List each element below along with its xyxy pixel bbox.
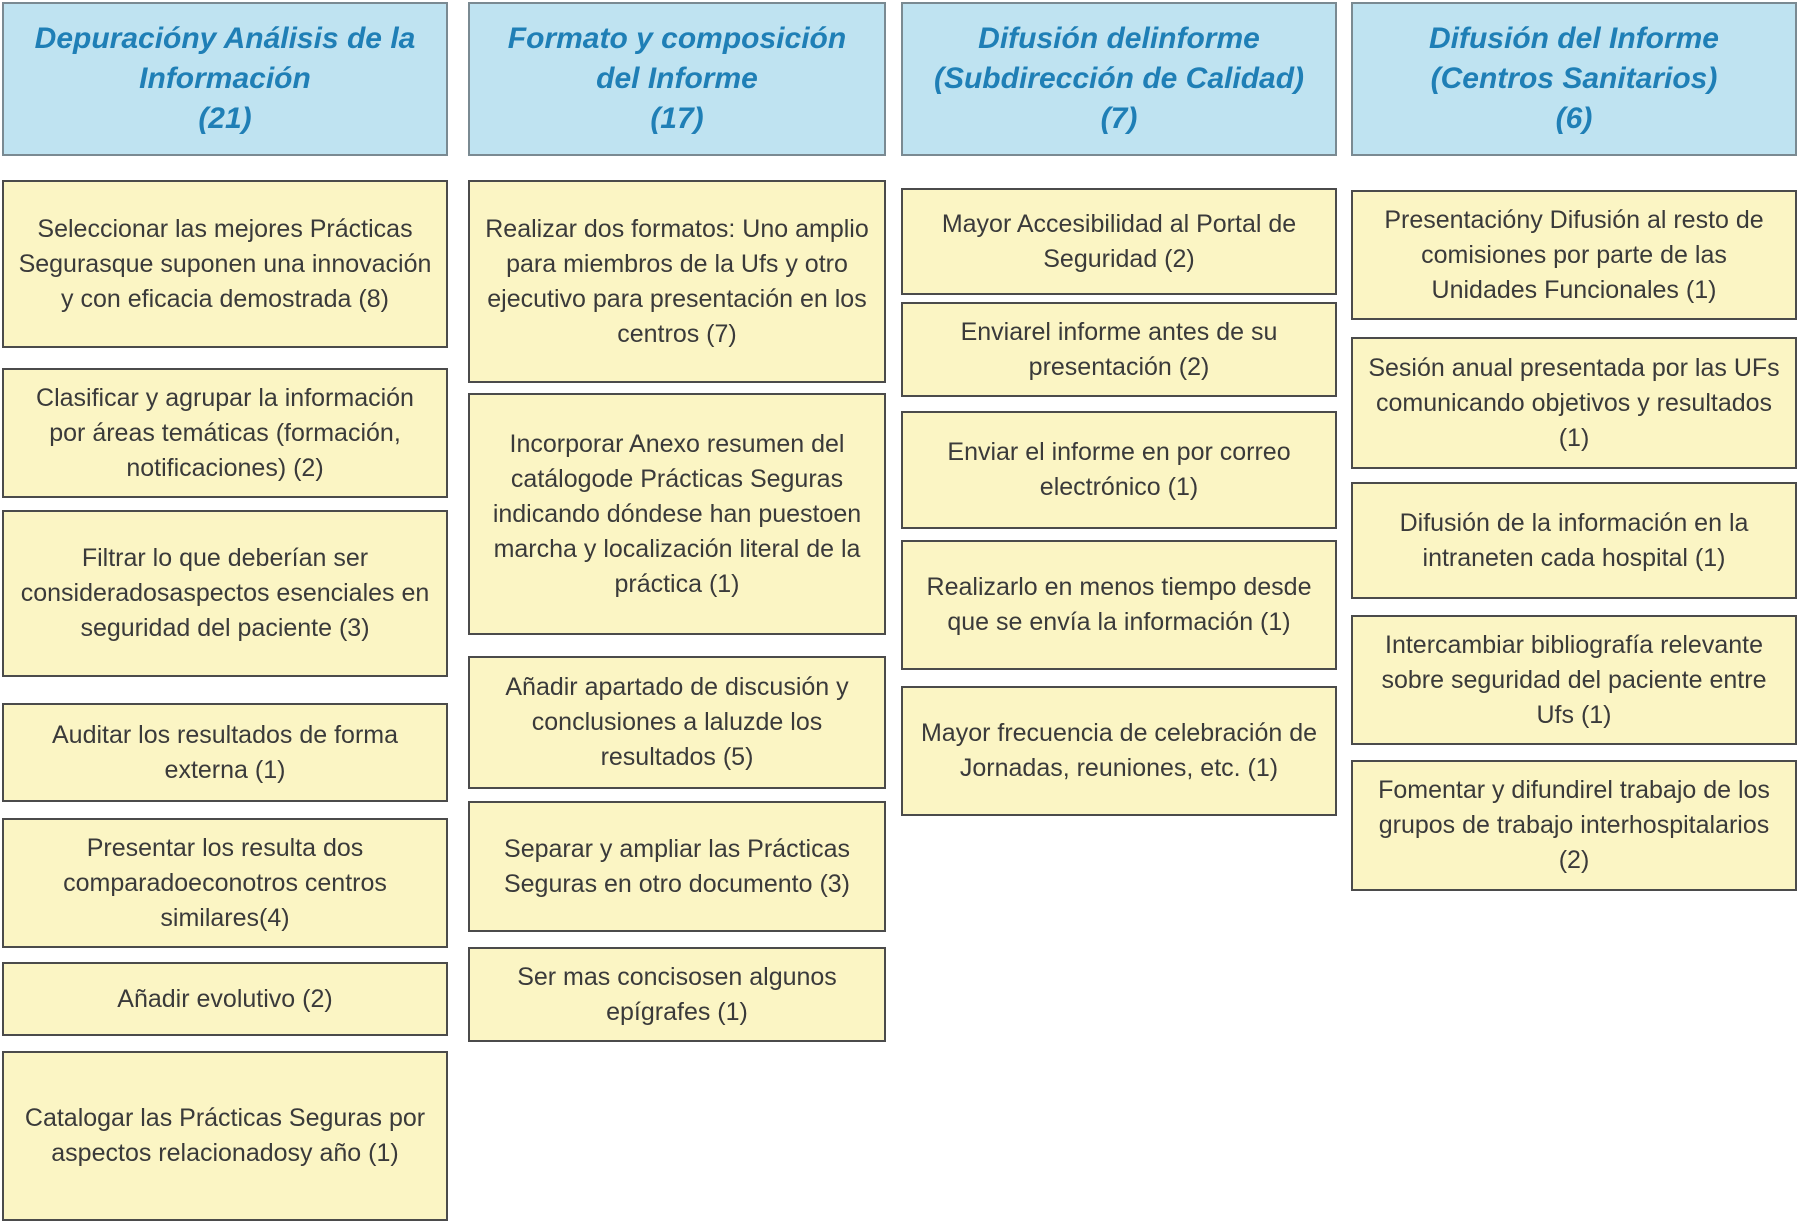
suggestion-card: Difusión de la información en la intraneten cada hospital (1) (1351, 482, 1797, 599)
column-header (468, 2, 886, 156)
suggestion-card: Presentacióny Difusión al resto de comisiones por parte de las Unidades Funcionales (1) (1351, 190, 1797, 320)
header-line: Difusión del Informe (1428, 22, 1719, 55)
header-line: Formato y composición (507, 22, 847, 55)
header-count: (17) (650, 102, 704, 135)
suggestion-card: Clasificar y agrupar la información por áreas temáticas (formación, notificaciones) (2) (2, 368, 448, 498)
suggestion-card: Filtrar lo que deberían ser consideradosaspectos esenciales en seguridad del paciente (3) (2, 510, 448, 677)
suggestion-card: Incorporar Anexo resumen del catálogode Prácticas Seguras indicando dóndese han puestoen marcha y localización literal de la práctica (1) (468, 393, 886, 635)
suggestion-card: Sesión anual presentada por las UFs comunicando objetivos y resultados (1) (1351, 337, 1797, 469)
header-line: (Centros Sanitarios) (1430, 62, 1718, 95)
header-count: (21) (198, 102, 252, 135)
suggestion-card: Fomentar y difundirel trabajo de los grupos de trabajo interhospitalarios (2) (1351, 760, 1797, 891)
suggestion-card: Realizar dos formatos: Uno amplio para miembros de la Ufs y otro ejecutivo para presentación en los centros (7) (468, 180, 886, 383)
header-count: (7) (1100, 102, 1138, 135)
suggestion-card: Separar y ampliar las Prácticas Seguras en otro documento (3) (468, 801, 886, 932)
suggestion-card: Realizarlo en menos tiempo desde que se envía la información (1) (901, 540, 1337, 670)
header-line: del Informe (596, 62, 758, 95)
suggestion-card: Añadir evolutivo (2) (2, 962, 448, 1036)
header-count: (6) (1555, 102, 1593, 135)
suggestion-card: Seleccionar las mejores Prácticas Segurasque suponen una innovación y con eficacia demostrada (8) (2, 180, 448, 348)
header-line: Depuracióny Análisis de la (34, 22, 416, 55)
header-line: Difusión delinforme (978, 22, 1260, 55)
header-line: (Subdirección de Calidad) (933, 62, 1305, 95)
suggestion-card: Enviar el informe en por correo electrónico (1) (901, 411, 1337, 529)
column-header (2, 2, 448, 156)
column-header (1351, 2, 1797, 156)
header-line: Información (139, 62, 311, 95)
suggestion-card: Ser mas concisosen algunos epígrafes (1) (468, 947, 886, 1042)
column-header (901, 2, 1337, 156)
suggestion-card: Presentar los resulta dos comparadoeconotros centros similares(4) (2, 818, 448, 948)
suggestion-card: Intercambiar bibliografía relevante sobre seguridad del paciente entre Ufs (1) (1351, 615, 1797, 745)
suggestion-card: Catalogar las Prácticas Seguras por aspectos relacionadosy año (1) (2, 1051, 448, 1221)
suggestion-card: Añadir apartado de discusión y conclusiones a laluzde los resultados (5) (468, 656, 886, 789)
suggestion-card: Enviarel informe antes de su presentación (2) (901, 302, 1337, 397)
suggestion-card: Mayor Accesibilidad al Portal de Seguridad (2) (901, 188, 1337, 295)
suggestion-card: Mayor frecuencia de celebración de Jornadas, reuniones, etc. (1) (901, 686, 1337, 816)
suggestion-card: Auditar los resultados de forma externa (1) (2, 703, 448, 802)
